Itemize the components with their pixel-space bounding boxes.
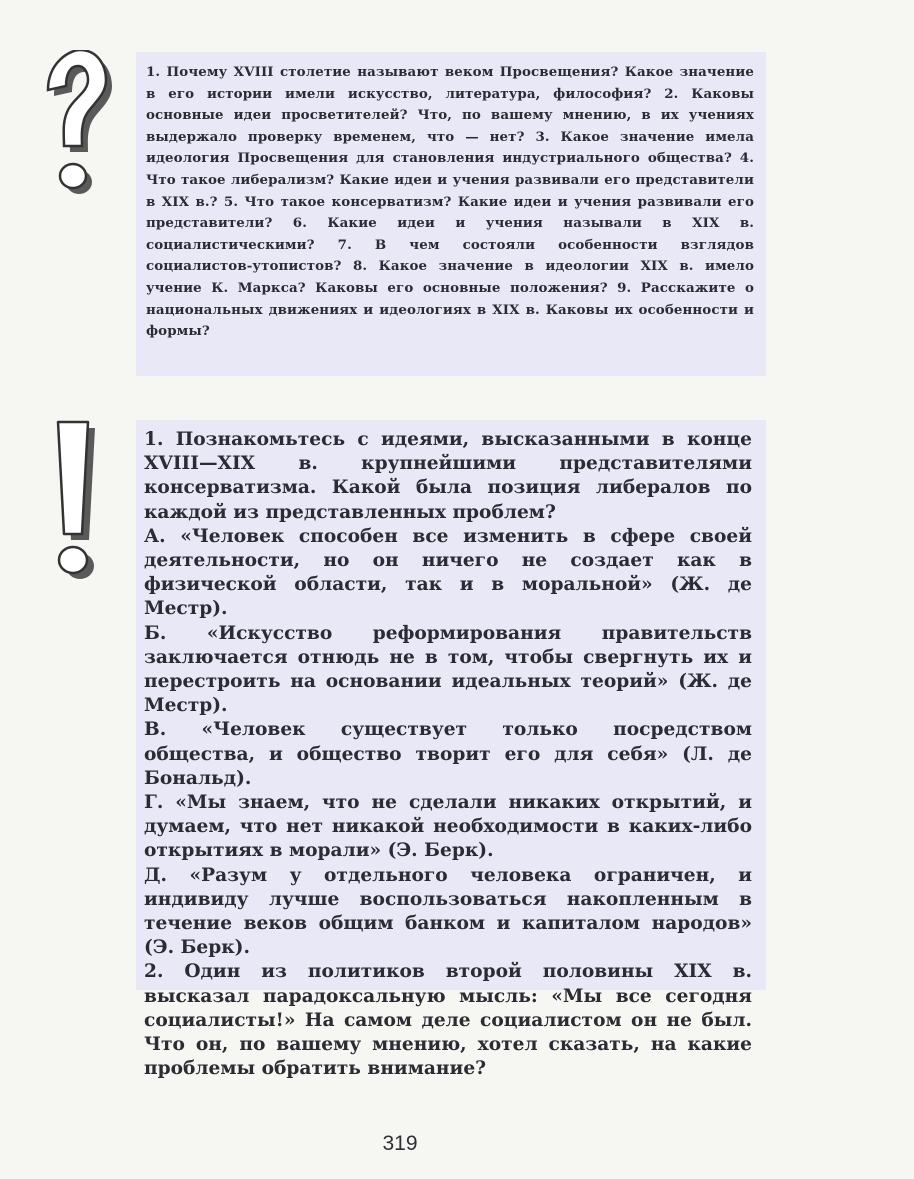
- task-2: 2. Один из политиков второй половины XIX в. высказал парадоксальную мысль: «Мы все сегодня социалисты!» На самом деле социалистом он не был. Что он, по вашему мнению, хотел сказать, на какие проблемы обратить внимание?: [144, 961, 752, 1080]
- quote-d: Д. «Разум у отдельного человека ограничен, и индивиду лучше воспользоваться накопленным в течение веков общим банком и капиталом народов» (Э. Берк).: [144, 864, 752, 959]
- tasks-box: [136, 420, 766, 1080]
- quote-g: Г. «Мы знаем, что не сделали никаких открытий, и думаем, что нет никакой необходимости в каких-либо открытиях в морали» (Э. Берк).: [144, 792, 752, 862]
- review-questions-box: [136, 52, 766, 376]
- quote-v: В. «Человек существует только посредством общества, и общество творит его для себя» (Л. де Бональд).: [144, 719, 752, 789]
- page-number: 319: [382, 1132, 418, 1155]
- question-mark-icon: [40, 50, 116, 200]
- exclamation-mark-icon: [44, 418, 110, 586]
- quote-a: А. «Человек способен все изменить в сфере своей деятельности, но он ничего не создает как в физической области, так и в моральной» (Ж. де Местр).: [144, 525, 752, 620]
- review-questions-text: 1. Почему XVIII столетие называют веком Просвещения? Какое значение в его истории имели искусство, литература, философия? 2. Каковы основные идеи просветителей? Что, по вашему мнению, в их учениях выдержало проверку временем, что — нет? 3. Какое значение имела идеология Просвещения для становления индустриального общества? 4. Что такое либерализм? Какие идеи и учения развивали его представители в XIX в.? 5. Что такое консерватизм? Какие идеи и учения развивали его представители? 6. Какие идеи и учения называли в XIX в. социалистическими? 7. В чем состояли особенности взглядов социалистов-утопистов? 8. Какое значение в идеологии XIX в. имело учение К. Маркса? Каковы его основные положения? 9. Расскажите о национальных движениях и идеологиях в XIX в. Каковы их особенности и формы?: [146, 64, 754, 340]
- quote-b: Б. «Искусство реформирования правительств заключается отнюдь не в том, чтобы свергнуть их и перестроить на основании идеальных теорий» (Ж. де Местр).: [144, 622, 752, 717]
- task-1: 1. Познакомьтесь с идеями, высказанными в конце XVIII—XIX в. крупнейшими представителями консерватизма. Какой была позиция либералов по каждой из представленных проблем?: [144, 429, 752, 523]
